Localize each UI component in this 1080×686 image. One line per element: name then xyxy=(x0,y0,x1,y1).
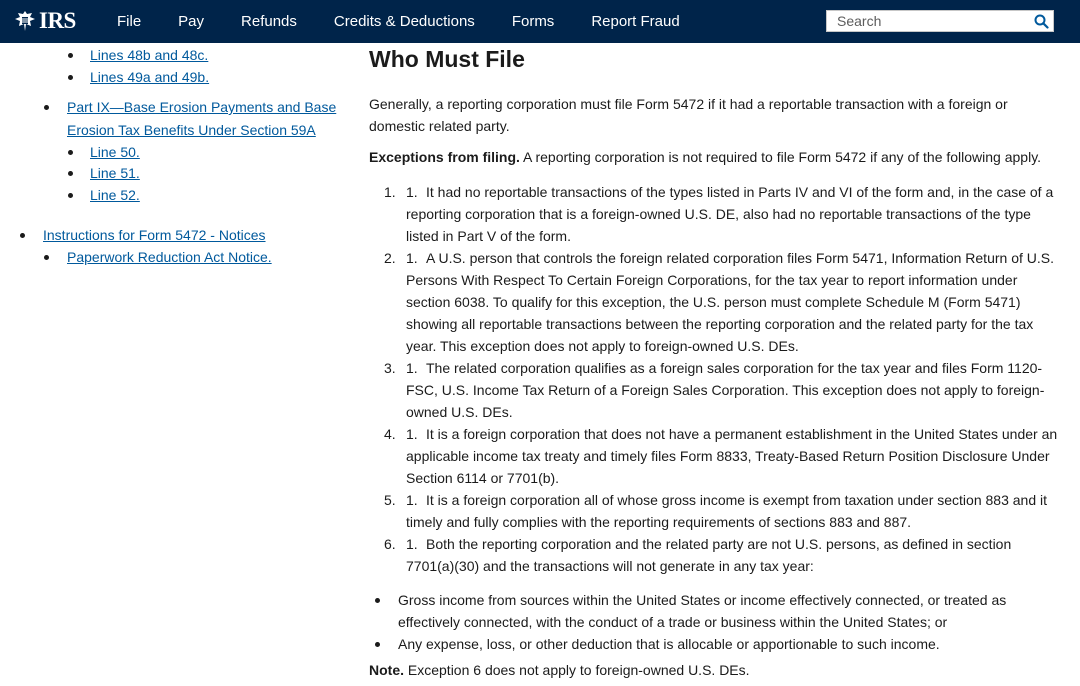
list-number: 1. xyxy=(384,184,396,200)
note-paragraph xyxy=(369,659,750,681)
sidebar-link-line-50[interactable]: Line 50. xyxy=(90,144,140,160)
list-item xyxy=(369,247,1059,357)
bullet-icon xyxy=(68,193,73,198)
list-subnumber: 1. xyxy=(406,426,418,442)
list-item xyxy=(369,489,1059,533)
nav-file[interactable]: File xyxy=(117,13,142,30)
sidebar-link-line-52[interactable]: Line 52. xyxy=(90,187,140,203)
sidebar-link-notices[interactable]: Instructions for Form 5472 - Notices xyxy=(43,227,266,243)
bullet-text: Gross income from sources within the United States or income effectively connected, or treated as effectively connected, with the conduct of a trade or business within the United States; or xyxy=(398,592,1007,630)
list-item xyxy=(369,633,1059,655)
list-item xyxy=(369,589,1059,633)
bullet-icon xyxy=(68,150,73,155)
list-item-text: It is a foreign corporation that does not have a permanent establishment in the United States under an applicable income tax treaty and timely files Form 8833, Treaty-Based Return Position Disclosure Under Section 6114 or 7701(b). xyxy=(406,426,1058,486)
nav-credits-deductions[interactable]: Credits & Deductions xyxy=(333,13,475,30)
sidebar-link-part-9-line2[interactable]: Erosion Tax Benefits Under Section 59A xyxy=(67,122,316,138)
bullet-icon xyxy=(375,642,380,647)
nav-forms[interactable]: Forms xyxy=(511,13,555,30)
irs-logo[interactable] xyxy=(14,7,76,35)
exceptions-label: Exceptions from filing. xyxy=(369,149,520,165)
list-item-text: A U.S. person that controls the foreign related corporation files Form 5471, Information Return of U.S. Persons With Respect To Certain Foreign Corporations, for the tax year to report information under section 6038. To qualify for this exception, the U.S. person must complete Schedule M (Form 5471) showing all reportable transactions between the reporting corporation and the related party for the tax year. This exception does not apply to foreign-owned U.S. DEs. xyxy=(406,250,1054,354)
list-number: 6. xyxy=(384,536,396,552)
intro-paragraph: Generally, a reporting corporation must file Form 5472 if it had a reportable transaction with a foreign or domestic related party. xyxy=(369,96,1008,134)
main-nav xyxy=(117,0,717,43)
top-navigation-bar xyxy=(0,0,1080,43)
sidebar-link-line-51[interactable]: Line 51. xyxy=(90,165,140,181)
bullet-icon xyxy=(20,233,25,238)
note-label: Note. xyxy=(369,662,404,678)
search-icon xyxy=(1034,14,1049,29)
list-number: 5. xyxy=(384,492,396,508)
page-title: Who Must File xyxy=(369,46,525,72)
list-item xyxy=(369,181,1059,247)
bullet-icon xyxy=(68,75,73,80)
bullet-text: Any expense, loss, or other deduction that is allocable or apportionable to such income. xyxy=(398,636,940,652)
logo-text: IRS xyxy=(39,8,76,33)
list-item xyxy=(369,357,1059,423)
exceptions-paragraph xyxy=(369,146,1059,168)
sidebar-link-lines-49[interactable]: Lines 49a and 49b. xyxy=(90,69,210,85)
bullet-icon xyxy=(44,105,49,110)
bullet-icon xyxy=(68,53,73,58)
list-subnumber: 1. xyxy=(406,184,418,200)
exceptions-text: A reporting corporation is not required to file Form 5472 if any of the following apply. xyxy=(519,149,1042,165)
list-subnumber: 1. xyxy=(406,492,418,508)
list-number: 4. xyxy=(384,426,396,442)
nav-refunds[interactable]: Refunds xyxy=(241,13,297,30)
list-item-text: The related corporation qualifies as a foreign sales corporation for the tax year and files Form 1120-FSC, U.S. Income Tax Return of a Foreign Sales Corporation. This exception does not apply to foreign-owned U.S. DEs. xyxy=(406,360,1045,420)
sidebar-link-lines-48[interactable]: Lines 48b and 48c. xyxy=(90,47,209,63)
search-box xyxy=(826,10,1054,32)
list-item-text: It is a foreign corporation all of whose gross income is exempt from taxation under section 883 and it timely and fully complies with the reporting requirements of sections 883 and 887. xyxy=(406,492,1047,530)
nav-pay[interactable]: Pay xyxy=(178,13,205,30)
exception-6-bullets xyxy=(369,589,1059,655)
search-input[interactable] xyxy=(827,11,1029,31)
search-button[interactable] xyxy=(1029,11,1053,31)
list-subnumber: 1. xyxy=(406,536,418,552)
note-text: Exception 6 does not apply to foreign-owned U.S. DEs. xyxy=(404,662,750,678)
bullet-icon xyxy=(375,598,380,603)
list-subnumber: 1. xyxy=(406,360,418,376)
eagle-logo-icon xyxy=(14,9,36,33)
bullet-icon xyxy=(44,255,49,260)
list-number: 2. xyxy=(384,250,396,266)
list-item-text: It had no reportable transactions of the types listed in Parts IV and VI of the form and, in the case of a reporting corporation that is a foreign-owned U.S. DE, also had no reportable transactions of the type listed in Part V of the form. xyxy=(406,184,1054,244)
nav-report-fraud[interactable]: Report Fraud xyxy=(591,13,680,30)
sidebar-link-part-9-line1[interactable]: Part IX—Base Erosion Payments and Base xyxy=(67,99,337,115)
exceptions-list xyxy=(369,181,1059,577)
list-subnumber: 1. xyxy=(406,250,418,266)
bullet-icon xyxy=(68,171,73,176)
list-number: 3. xyxy=(384,360,396,376)
list-item xyxy=(369,533,1059,577)
list-item-text: Both the reporting corporation and the related party are not U.S. persons, as defined in section 7701(a)(30) and the transactions will not generate in any tax year: xyxy=(406,536,1012,574)
sidebar-link-paperwork-reduction[interactable]: Paperwork Reduction Act Notice. xyxy=(67,249,272,265)
list-item xyxy=(369,423,1059,489)
